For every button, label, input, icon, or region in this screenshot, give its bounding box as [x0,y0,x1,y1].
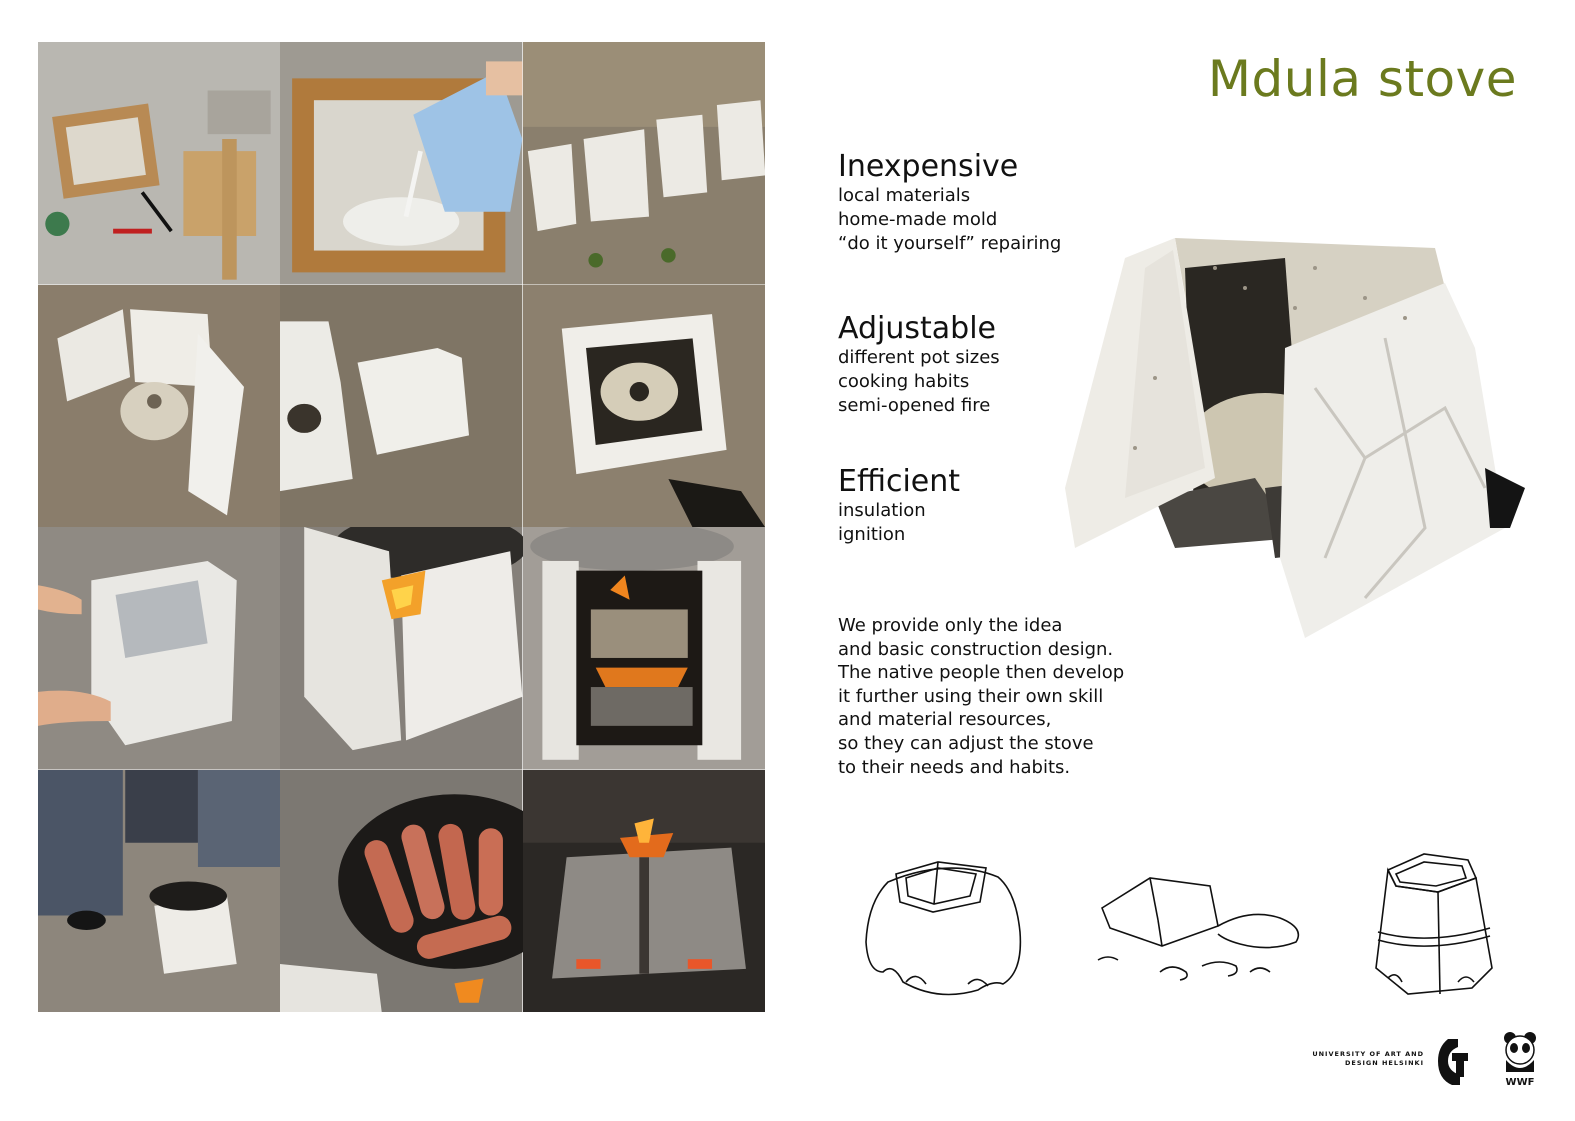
stove-sketch-flat [1090,868,1310,993]
stove-fire-closeup-photo [280,527,522,770]
paragraph-line: it further using their own skill [838,685,1104,707]
interlocking-panels-photo [280,285,522,528]
feature-item: ignition [838,524,906,545]
feature-item: local materials [838,185,971,206]
panda-icon [1500,1030,1540,1074]
stove-hero-image [1065,228,1525,648]
university-logo-icon [1434,1033,1474,1089]
feature-item: semi-opened fire [838,395,991,416]
feature-inexpensive [838,150,1061,256]
university-line: DESIGN HELSINKI [1345,1059,1424,1067]
paragraph-line: and material resources, [838,709,1052,731]
feature-item: home-made mold [838,209,998,230]
feature-efficient [838,465,960,547]
paragraph-line: and basic construction design. [838,638,1114,660]
feature-item: different pot sizes [838,347,1000,368]
sausages-in-pan-photo [280,770,522,1013]
paragraph-line: We provide only the idea [838,615,1063,636]
stove-sketch-round [858,852,1028,1002]
university-logo-text [1290,1050,1424,1068]
assembling-panels-photo [38,285,280,528]
page-title: Mdula stove [1207,50,1517,108]
pouring-plaster-photo [280,42,522,285]
lighting-stove-photo [38,527,280,770]
drying-panels-photo [523,42,765,285]
photo-grid [38,42,765,1012]
feature-heading: Efficient [838,464,961,499]
assembled-stove-top-view-photo [523,285,765,528]
university-line: UNIVERSITY OF ART AND [1312,1050,1424,1058]
feature-item: “do it yourself” repairing [838,233,1062,254]
wwf-logo [1500,1030,1540,1088]
stove-burning-inside-photo [523,527,765,770]
feature-heading: Inexpensive [838,149,1019,184]
paragraph-line: to their needs and habits. [838,756,1071,778]
wwf-label: WWF [1505,1077,1535,1088]
cooking-on-stove-photo [38,770,280,1013]
feature-item: insulation [838,500,926,521]
feature-adjustable [838,312,1000,418]
logos [1290,1030,1545,1090]
paragraph-line: so they can adjust the stove [838,732,1094,754]
stove-sketch-tall [1368,850,1503,998]
paragraph-line: The native people then develop [838,662,1125,684]
plaster-mold-workshop-photo [38,42,280,285]
stove-at-dusk-photo [523,770,765,1013]
feature-item: cooking habits [838,371,970,392]
feature-heading: Adjustable [838,311,996,346]
